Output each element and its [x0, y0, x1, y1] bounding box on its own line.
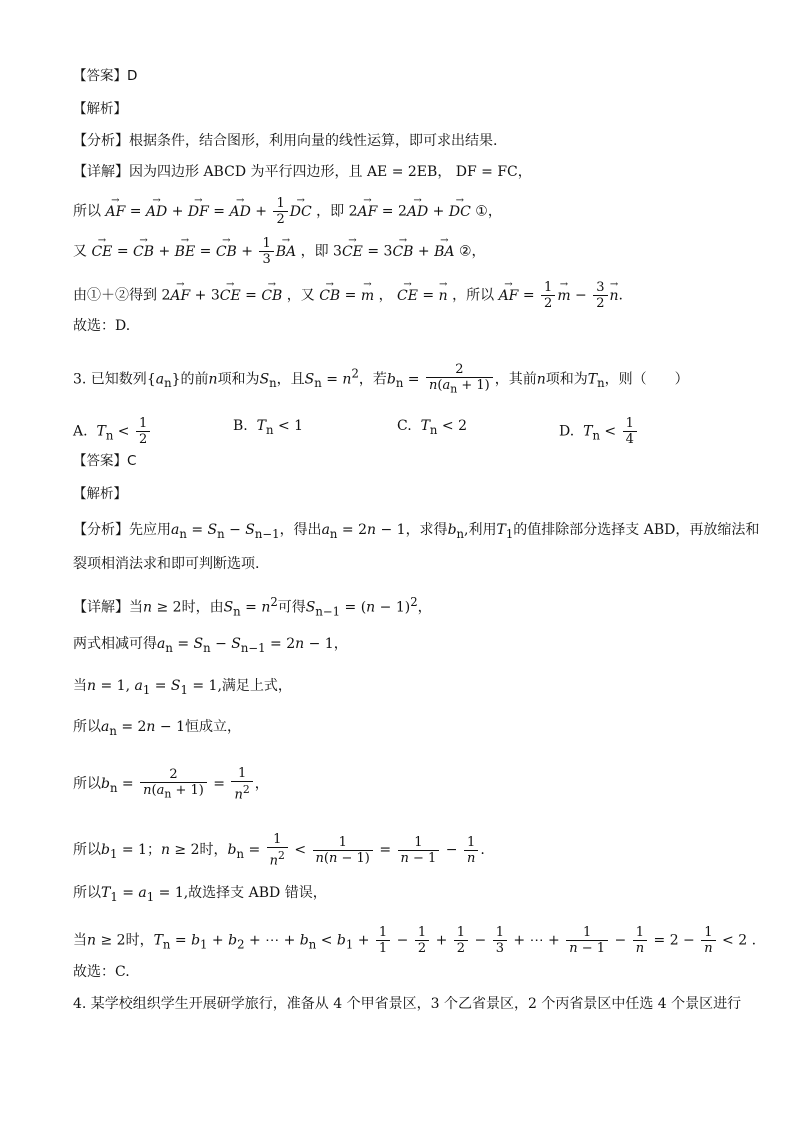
- detail-q3-line2: 两式相减可得$a_n = S_n - S_{n-1} = 2n - 1$，: [73, 636, 348, 655]
- text-prefix: 所以: [73, 203, 101, 220]
- text-mid: ，即: [300, 243, 329, 260]
- analysis-summary-q3-line2: 裂项相消法求和即可判断选项.: [73, 556, 260, 572]
- detail-q3-line7: 所以$T_1 = a_1 = 1$,故选择支 ABD 错误，: [73, 885, 327, 904]
- text-mid: ，又: [286, 287, 315, 304]
- formula-line-ce: 又 → CE = → CB + → BE = → CB + $\frac{1}{3}$ → BA ，即 3→ CE = 3→ CB + → BA ②，: [73, 236, 486, 267]
- detail-q3-line1: 【详解】当n ≥ 2时，由$S_n = n^2$可得$S_{n-1} = (n - 1)^2$，: [73, 595, 432, 619]
- text-pre: 【详解】当: [73, 599, 143, 616]
- option-a-label: A.: [73, 423, 88, 440]
- text-tail: ，: [254, 776, 269, 793]
- text-tail: ①，: [475, 203, 502, 220]
- option-c: C. $T_n < 2$: [397, 418, 467, 437]
- text-d: ,利用: [464, 522, 497, 538]
- text-tail: ,故选择支 ABD 错误，: [183, 885, 327, 901]
- answer-label-q3: 【答案】C: [73, 453, 137, 469]
- text-tail: 恒成立，: [185, 719, 241, 735]
- stem-q3: 3. 已知数列$\{a_n\}$的前n项和为$S_n$，且$S_n = n^2$，若$b_n$ = $\frac{2}{n(a_n + 1)}$ ，其前n项和为$T_n$，则（ ）: [73, 362, 689, 396]
- text-mid2: 时，: [199, 842, 228, 859]
- formula-line-result: 由①＋②得到 2→ AF + 3→ CE = → CB ，又 → CB = → m ， → CE = → n ，所以 → AF = $\frac{1}{2}$ → m − $\frac{3}{2}$ → n.: [73, 280, 623, 311]
- analysis-summary-q2: 【分析】根据条件，结合图形，利用向量的线性运算，即可求出结果.: [73, 133, 498, 149]
- option-c-label: C.: [397, 418, 412, 434]
- text-pre: 所以: [73, 885, 101, 901]
- choice-q3: 故选：C.: [73, 964, 130, 980]
- text-a: 【分析】先应用: [73, 522, 171, 538]
- option-d: D. $T_n$ < $\frac{1}{4}$: [559, 416, 639, 447]
- text-b: ，得出: [279, 522, 322, 538]
- stem-text-2: 项和为: [217, 371, 260, 388]
- stem-text-3: ，且: [276, 371, 305, 388]
- stem-text-1: 的前: [180, 371, 209, 388]
- text-tail: ，: [417, 599, 432, 616]
- detail-q3-line4: 所以$a_n = 2n - 1$恒成立，: [73, 719, 241, 738]
- text-c: ，求得: [405, 522, 448, 538]
- stem-prefix: 3. 已知数列: [73, 371, 147, 388]
- stem-tail: ，则（ ）: [604, 371, 689, 388]
- text-mid2: 可得: [277, 599, 306, 616]
- text-pre: 两式相减可得: [73, 636, 157, 652]
- text-tail: ，: [333, 636, 348, 652]
- text-tail: ②，: [458, 243, 486, 260]
- text-pre: 当: [73, 678, 87, 694]
- text-mid2: ，: [378, 287, 393, 304]
- text-mid: 时，由: [181, 599, 224, 616]
- choice-q2: 故选：D.: [73, 318, 131, 334]
- formula-line-af: 所以 → AF = → AD + → DF = → AD + $\frac{1}{2}$ → DC ，即 2→ AF = 2→ AD + → DC ①，: [73, 196, 502, 227]
- option-b: B. $T_n < 1$: [233, 418, 304, 437]
- text-pre: 所以: [73, 776, 101, 793]
- text-pre: 所以: [73, 842, 101, 859]
- stem-text-5: ，其前: [494, 371, 537, 388]
- text-pre: 当: [73, 932, 87, 949]
- option-a: A. $T_n$ < $\frac{1}{2}$: [73, 416, 152, 447]
- detail-q3-line3: 当n = 1, $a_1 = S_1 = 1$,满足上式，: [73, 678, 292, 697]
- text-tail: ,满足上式，: [217, 678, 292, 694]
- option-b-label: B.: [233, 418, 248, 434]
- stem-text-6: 项和为: [545, 371, 588, 388]
- text-prefix: 由①＋②得到: [73, 287, 157, 304]
- analysis-label-q3: 【解析】: [73, 486, 127, 502]
- text-prefix: 又: [73, 243, 87, 260]
- text-e: 的值排除部分选择支 ABD，再放缩法和: [513, 522, 760, 538]
- detail-q3-line5: 所以$b_n$ = $\frac{2}{n(a_n + 1)}$ = $\frac{1}{n^2}$ ，: [73, 766, 269, 803]
- detail-q3-line6: 所以$b_1 = 1$；n ≥ 2时，$b_n$ = $\frac{1}{n^2}$ < $\frac{1}{n(n - 1)}$ = $\frac{1}{n - 1}$ − $\frac{1}{n}$ .: [73, 832, 485, 869]
- text-mid: 时，: [125, 932, 154, 949]
- answer-label-q2: 【答案】D: [73, 68, 138, 84]
- option-d-label: D.: [559, 423, 575, 440]
- stem-q4: 4. 某学校组织学生开展研学旅行，准备从 4 个甲省景区，3 个乙省景区，2 个丙省景区中任选 4 个景区进行: [73, 996, 742, 1012]
- text-mid: ，即: [316, 203, 345, 220]
- analysis-summary-q3: 【分析】先应用$a_n = S_n - S_{n-1}$，得出$a_n = 2n - 1$，求得$b_n$,利用$T_1$的值排除部分选择支 ABD，再放缩法和: [73, 522, 760, 541]
- analysis-label-q2: 【解析】: [73, 101, 127, 117]
- detail-intro-q2: 【详解】因为四边形 ABCD 为平行四边形，且 AE = 2EB， DF = FC，: [73, 164, 532, 180]
- text-pre: 所以: [73, 719, 101, 735]
- stem-text-4: ，若: [358, 371, 387, 388]
- detail-q3-line8: 当n ≥ 2时，$T_n = b_1 + b_2$ + ⋯ + $b_n < b_1$ + $\frac{1}{1}$ − $\frac{1}{2}$ + $\frac{1}{2}$ − $\frac{1}{3}$ + ⋯ + $\frac{1}{n - 1}$ − $\frac{1}{n}$ = 2 − $\frac{1}{n}$ < 2 .: [73, 925, 757, 956]
- text-mid: ；: [146, 842, 161, 859]
- text-mid3: ，所以: [452, 287, 495, 304]
